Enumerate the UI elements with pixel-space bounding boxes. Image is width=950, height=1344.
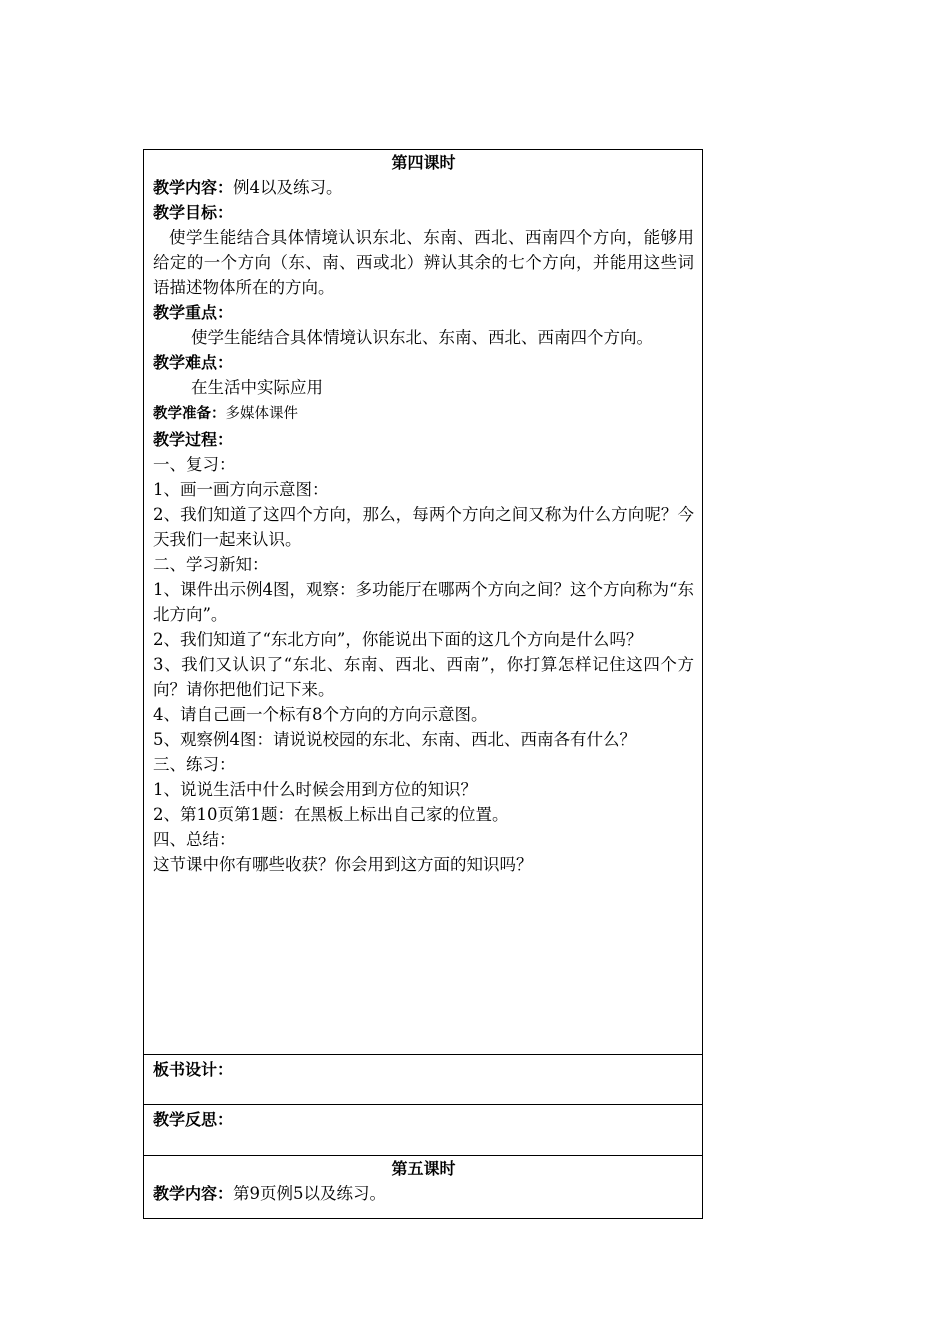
- process-line: 一、复习：: [153, 455, 236, 474]
- process-line: 二、学习新知：: [153, 555, 269, 574]
- goal-text: 使学生能结合具体情境认识东北、东南、西北、西南四个方向，能够用给定的一个方向（东、南、西或北）辨认其余的七个方向，并能用这些词语描述物体所在的方向。: [153, 228, 694, 297]
- process-line: 2、我们知道了这四个方向，那么，每两个方向之间又称为什么方向呢？今天我们一起来认识。: [153, 505, 694, 549]
- lesson5-content-value: 第9页例5以及练习。: [233, 1184, 387, 1203]
- process-line: 四、总结：: [153, 830, 236, 849]
- lesson4-main-cell: [144, 150, 702, 1055]
- prep-row: [153, 400, 694, 427]
- process-line: 4、请自己画一个标有8个方向的方向示意图。: [153, 705, 488, 724]
- lesson4-content-row: [153, 175, 694, 200]
- process-line: 3、我们又认识了“东北、东南、西北、西南”，你打算怎样记住这四个方向？请你把他们记下来。: [153, 655, 694, 699]
- process-line: 2、第10页第1题：在黑板上标出自己家的位置。: [153, 805, 509, 824]
- board-design-label: 板书设计：: [153, 1060, 234, 1079]
- prep-text: 多媒体课件: [225, 406, 298, 422]
- lesson5-cell: [144, 1156, 702, 1218]
- prep-label: 教学准备：: [153, 406, 226, 422]
- lesson5-title: 第五课时: [391, 1159, 456, 1178]
- process-line: 1、说说生活中什么时候会用到方位的知识？: [153, 780, 477, 799]
- content-value: 例4以及练习。: [233, 178, 343, 197]
- process-label: 教学过程：: [153, 430, 234, 449]
- lesson5-content-label: 教学内容：: [153, 1184, 234, 1203]
- process-line: 2、我们知道了“东北方向”，你能说出下面的这几个方向是什么吗？: [153, 630, 643, 649]
- lesson5-content-row: [153, 1181, 694, 1206]
- process-line: 三、练习：: [153, 755, 236, 774]
- process-line: 这节课中你有哪些收获？你会用到这方面的知识吗？: [153, 855, 533, 874]
- process-line: 1、画一画方向示意图：: [153, 480, 329, 499]
- goal-label: 教学目标：: [153, 203, 234, 222]
- process-line: 1、课件出示例4图，观察：多功能厅在哪两个方向之间？这个方向称为“东北方向”。: [153, 580, 694, 624]
- content-label: 教学内容：: [153, 178, 234, 197]
- board-design-cell: [144, 1055, 702, 1105]
- difficulty-text: 在生活中实际应用: [191, 378, 323, 397]
- lesson4-title: 第四课时: [391, 153, 456, 172]
- key-text: 使学生能结合具体情境认识东北、东南、西北、西南四个方向。: [191, 328, 653, 347]
- reflection-cell: [144, 1105, 702, 1156]
- key-label: 教学重点：: [153, 303, 234, 322]
- process-line: 5、观察例4图：请说说校园的东北、东南、西北、西南各有什么？: [153, 730, 636, 749]
- reflection-label: 教学反思：: [153, 1110, 234, 1129]
- difficulty-label: 教学难点：: [153, 353, 234, 372]
- lesson-plan-table: [143, 149, 703, 1219]
